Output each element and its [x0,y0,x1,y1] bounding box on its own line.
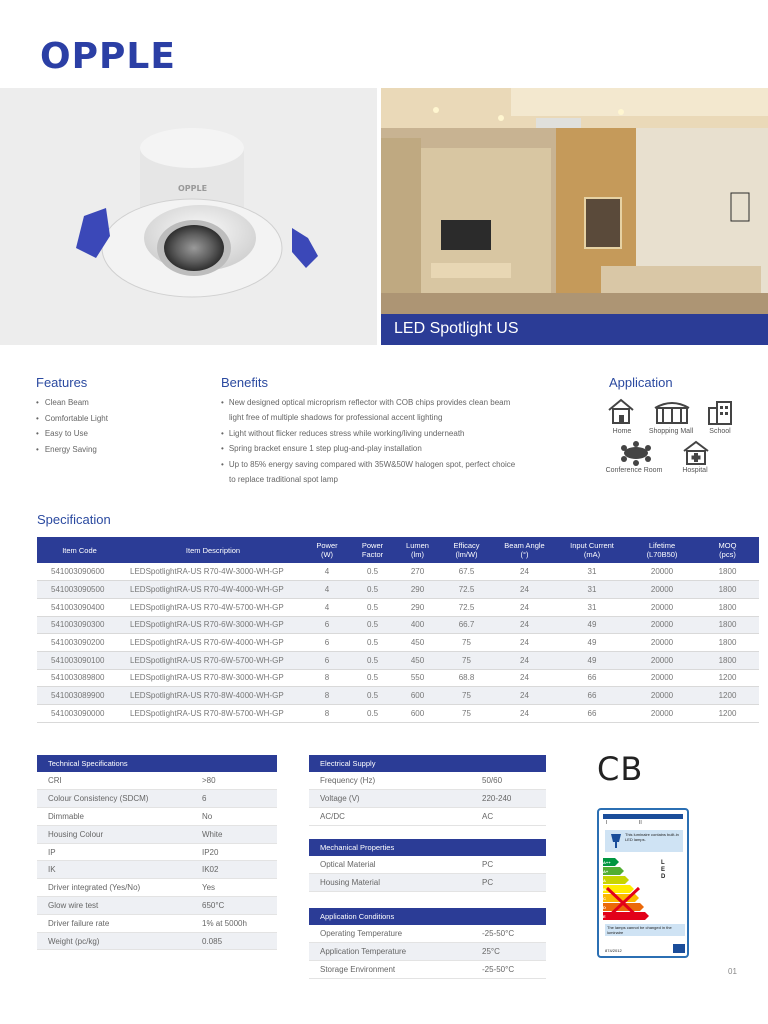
energy-label-roman: I [606,820,608,826]
beam-angle-cell: 24 [493,563,556,581]
electrical-spec-row [309,790,546,808]
specification-table [37,537,759,723]
lifetime-cell: 20000 [628,669,696,687]
benefit-item: • Spring bracket ensure 1 step plug-and-play installation [221,441,521,456]
opple-logo: OPPLE [40,36,176,77]
features-list [36,397,108,459]
spec-value: AC [471,808,546,826]
input-current-cell: 31 [556,563,628,581]
lumen-cell: 450 [395,634,440,652]
spec-row [37,705,759,723]
lumen-cell: 290 [395,598,440,616]
input-current-cell: 31 [556,598,628,616]
spec-label: Frequency (Hz) [309,772,471,790]
lumen-cell: 400 [395,616,440,634]
benefit-item: • Light without flicker reduces stress while working/living underneath [221,426,521,441]
item-description-cell: LEDSpotlightRA-US R70-6W-4000-WH-GP [122,634,304,652]
spec-value: 220-240 [471,790,546,808]
spec-label: AC/DC [309,808,471,826]
header-beam-angle: Beam Angle (°) [493,537,556,563]
product-title-bar [381,314,768,345]
spec-value: White [191,825,277,843]
power-factor-cell: 0.5 [350,687,395,705]
power-factor-cell: 0.5 [350,616,395,634]
lifetime-cell: 20000 [628,563,696,581]
feature-item: • Energy Saving [36,444,108,460]
technical-spec-row [37,825,277,843]
header-power: Power (W) [304,537,350,563]
product-image [0,88,377,345]
spec-value: 650°C [191,897,277,915]
electrical-supply-table [309,755,546,826]
technical-spec-row [37,861,277,879]
spec-label: Application Temperature [309,943,471,961]
energy-label [597,808,689,958]
item-description-cell: LEDSpotlightRA-US R70-4W-4000-WH-GP [122,581,304,599]
header-item-code: Item Code [37,537,122,563]
input-current-cell: 66 [556,669,628,687]
features-heading: Features [36,375,88,390]
energy-class-label: E [603,914,606,919]
item-description-cell: LEDSpotlightRA-US R70-6W-5700-WH-GP [122,651,304,669]
benefits-heading: Benefits [221,375,268,390]
mechanical-properties-heading: Mechanical Properties [309,839,546,856]
spec-value: -25-50°C [471,961,546,979]
beam-angle-cell: 24 [493,705,556,723]
energy-class-label: C [603,896,606,901]
lumen-cell: 270 [395,563,440,581]
condition-spec-row [309,943,546,961]
mechanical-spec-row [309,874,546,892]
power-cell: 6 [304,634,350,652]
beam-angle-cell: 24 [493,581,556,599]
eu-flag-icon [673,944,685,953]
moq-cell: 1200 [696,687,759,705]
spec-label: Storage Environment [309,961,471,979]
lifetime-cell: 20000 [628,634,696,652]
power-factor-cell: 0.5 [350,651,395,669]
power-factor-cell: 0.5 [350,581,395,599]
item-code-cell: 541003090600 [37,563,122,581]
spec-label: CRI [37,772,191,790]
technical-specifications-heading: Technical Specifications [37,755,277,772]
lifetime-cell: 20000 [628,581,696,599]
spec-label: Optical Material [309,856,471,874]
product-logo-mark: OPPLE [178,184,208,193]
efficacy-cell: 68.8 [440,669,493,687]
power-factor-cell: 0.5 [350,634,395,652]
technical-spec-row [37,772,277,790]
item-code-cell: 541003090000 [37,705,122,723]
spec-label: Driver integrated (Yes/No) [37,879,191,897]
spec-value: 0.085 [191,932,277,950]
lifetime-cell: 20000 [628,616,696,634]
energy-label-lamp-box [605,830,683,852]
led-letter: E [661,867,666,873]
spec-label: Operating Temperature [309,925,471,943]
technical-spec-row [37,843,277,861]
spec-label: Glow wire test [37,897,191,915]
mechanical-properties-table [309,839,546,892]
spec-value: PC [471,874,546,892]
spec-label: Colour Consistency (SDCM) [37,790,191,808]
spec-value: No [191,808,277,826]
lumen-cell: 550 [395,669,440,687]
efficacy-cell: 75 [440,651,493,669]
beam-angle-cell: 24 [493,616,556,634]
school-icon [707,400,733,431]
led-vertical-text [661,860,665,881]
home-icon [606,396,636,431]
energy-class-label: A++ [603,860,611,865]
spec-value: -25-50°C [471,925,546,943]
condition-spec-row [309,961,546,979]
product-title: LED Spotlight US [394,320,519,337]
mechanical-spec-row [309,856,546,874]
spec-row [37,651,759,669]
specification-heading: Specification [37,512,111,527]
spec-label: Housing Material [309,874,471,892]
header-lumen: Lumen (lm) [395,537,440,563]
technical-spec-row [37,932,277,950]
spec-value: 6 [191,790,277,808]
electrical-spec-row [309,808,546,826]
power-cell: 8 [304,687,350,705]
input-current-cell: 49 [556,651,628,669]
spec-value: IK02 [191,861,277,879]
technical-specifications-table [37,755,277,950]
spec-row [37,563,759,581]
energy-class-label: A [603,878,606,883]
power-cell: 6 [304,651,350,669]
spec-value: 50/60 [471,772,546,790]
spec-row [37,598,759,616]
lumen-cell: 600 [395,687,440,705]
beam-angle-cell: 24 [493,598,556,616]
spec-row [37,669,759,687]
moq-cell: 1800 [696,651,759,669]
item-code-cell: 541003089800 [37,669,122,687]
spec-value: PC [471,856,546,874]
interior-photo [381,88,768,314]
item-description-cell: LEDSpotlightRA-US R70-8W-4000-WH-GP [122,687,304,705]
energy-class-label: D [603,905,606,910]
efficacy-cell: 72.5 [440,581,493,599]
led-letter: D [661,874,666,880]
technical-spec-row [37,914,277,932]
electrical-spec-row [309,772,546,790]
benefits-list [221,395,521,487]
efficacy-cell: 66.7 [440,616,493,634]
power-cell: 4 [304,563,350,581]
item-description-cell: LEDSpotlightRA-US R70-8W-3000-WH-GP [122,669,304,687]
spec-label: Housing Colour [37,825,191,843]
lifetime-cell: 20000 [628,651,696,669]
app-label-shopping-mall: Shopping Mall [648,428,694,435]
power-factor-cell: 0.5 [350,705,395,723]
spec-value: IP20 [191,843,277,861]
spec-label: IK [37,861,191,879]
item-code-cell: 541003090300 [37,616,122,634]
specification-header-row [37,537,759,563]
lifetime-cell: 20000 [628,705,696,723]
header-efficacy: Efficacy (lm/W) [440,537,493,563]
app-label-school: School [709,428,731,435]
item-description-cell: LEDSpotlightRA-US R70-4W-5700-WH-GP [122,598,304,616]
beam-angle-cell: 24 [493,651,556,669]
energy-label-top-bar [603,814,683,819]
technical-spec-row [37,879,277,897]
energy-label-footer-text: The lamps cannot be changed in the luminaire [605,924,685,936]
efficacy-cell: 75 [440,634,493,652]
moq-cell: 1800 [696,581,759,599]
beam-angle-cell: 24 [493,634,556,652]
spec-value: Yes [191,879,277,897]
moq-cell: 1200 [696,669,759,687]
electrical-supply-heading: Electrical Supply [309,755,546,772]
lifetime-cell: 20000 [628,598,696,616]
spec-row [37,581,759,599]
header-moq: MOQ (pcs) [696,537,759,563]
application-conditions-heading: Application Conditions [309,908,546,925]
spec-label: Dimmable [37,808,191,826]
item-description-cell: LEDSpotlightRA-US R70-4W-3000-WH-GP [122,563,304,581]
header-lifetime: Lifetime (L70B50) [628,537,696,563]
spec-row [37,616,759,634]
energy-class-label: B [603,887,606,892]
input-current-cell: 49 [556,634,628,652]
item-description-cell: LEDSpotlightRA-US R70-6W-3000-WH-GP [122,616,304,634]
app-label-hospital: Hospital [682,467,708,474]
application-heading: Application [609,375,673,390]
lumen-cell: 290 [395,581,440,599]
spec-label: Driver failure rate [37,914,191,932]
item-code-cell: 541003090500 [37,581,122,599]
feature-item: • Clean Beam [36,397,108,413]
moq-cell: 1800 [696,634,759,652]
page-number: 01 [728,967,737,976]
power-factor-cell: 0.5 [350,669,395,687]
item-code-cell: 541003090100 [37,651,122,669]
header-input-current: Input Current (mA) [556,537,628,563]
shopping-mall-icon [653,396,691,431]
application-conditions-table [309,908,546,979]
input-current-cell: 66 [556,705,628,723]
efficacy-cell: 72.5 [440,598,493,616]
energy-label-regulation: 874/2012 [605,948,622,953]
lamp-icon [609,832,623,850]
power-cell: 4 [304,598,350,616]
power-cell: 8 [304,705,350,723]
item-code-cell: 541003090400 [37,598,122,616]
moq-cell: 1200 [696,705,759,723]
moq-cell: 1800 [696,616,759,634]
spec-value: 1% at 5000h [191,914,277,932]
power-cell: 8 [304,669,350,687]
energy-class-labels [603,858,623,921]
app-label-home: Home [612,428,632,435]
item-code-cell: 541003090200 [37,634,122,652]
condition-spec-row [309,925,546,943]
power-cell: 6 [304,616,350,634]
lumen-cell: 600 [395,705,440,723]
power-cell: 4 [304,581,350,599]
power-factor-cell: 0.5 [350,598,395,616]
energy-label-roman-2: II [639,820,642,826]
input-current-cell: 31 [556,581,628,599]
spec-value: >80 [191,772,277,790]
app-label-conference-room: Conference Room [605,467,663,474]
spec-row [37,634,759,652]
input-current-cell: 49 [556,616,628,634]
lumen-cell: 450 [395,651,440,669]
beam-angle-cell: 24 [493,669,556,687]
moq-cell: 1800 [696,563,759,581]
technical-spec-row [37,808,277,826]
feature-item: • Easy to Use [36,428,108,444]
technical-spec-row [37,790,277,808]
item-code-cell: 541003089900 [37,687,122,705]
energy-label-luminaire-text: This luminaire contains built-in LED lamps. [625,832,679,842]
spec-row [37,687,759,705]
beam-angle-cell: 24 [493,687,556,705]
header-item-description: Item Description [122,537,304,563]
benefit-item: • New designed optical microprism reflector with COB chips provides clean beam light free of multiple shadows for professional accent lighting [221,395,521,426]
energy-class-label: A+ [603,869,609,874]
power-factor-cell: 0.5 [350,563,395,581]
moq-cell: 1800 [696,598,759,616]
lifetime-cell: 20000 [628,687,696,705]
spec-label: Weight (pc/kg) [37,932,191,950]
header-power-factor: Power Factor [350,537,395,563]
led-letter: L [661,860,665,866]
spec-label: IP [37,843,191,861]
efficacy-cell: 75 [440,705,493,723]
spec-value: 25°C [471,943,546,961]
efficacy-cell: 75 [440,687,493,705]
input-current-cell: 66 [556,687,628,705]
technical-spec-row [37,897,277,915]
efficacy-cell: 67.5 [440,563,493,581]
item-description-cell: LEDSpotlightRA-US R70-8W-5700-WH-GP [122,705,304,723]
benefit-item: • Up to 85% energy saving compared with 35W&50W halogen spot, perfect choice to replace traditional spot lamp [221,457,521,488]
cb-certification-mark: CB [597,750,644,788]
spec-label: Voltage (V) [309,790,471,808]
feature-item: • Comfortable Light [36,413,108,429]
